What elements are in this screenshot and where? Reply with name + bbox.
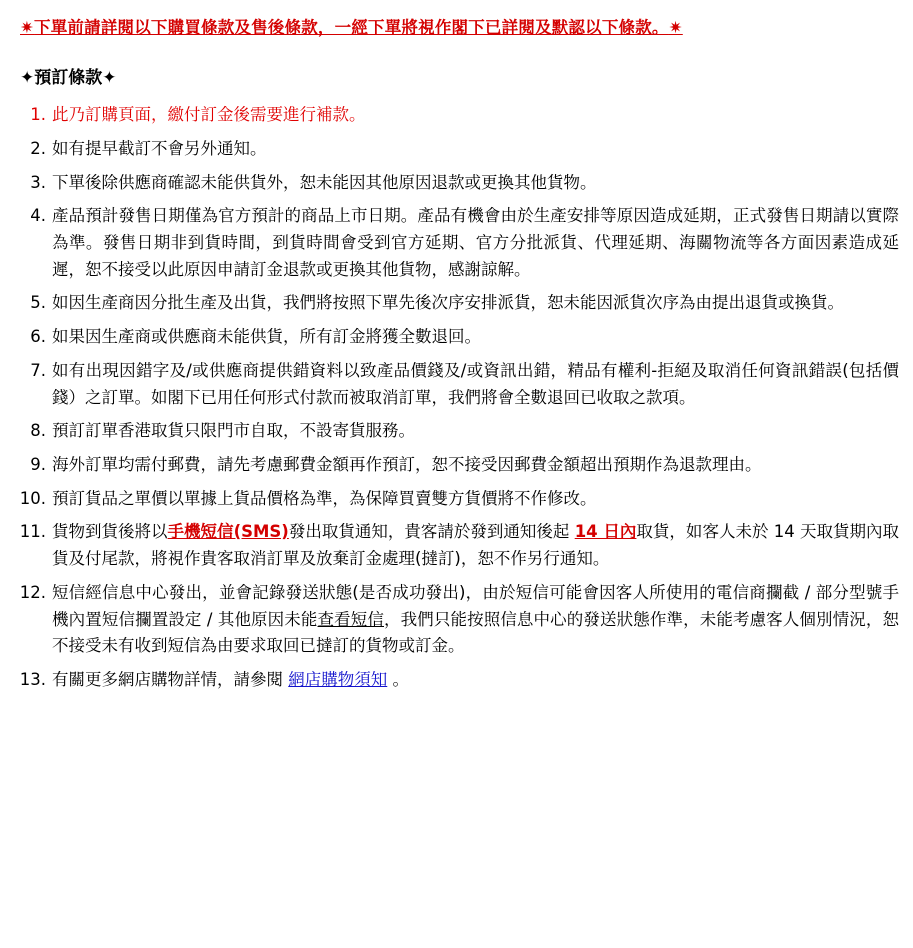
term-item — [14, 418, 899, 445]
shop-guide-link[interactable]: 網店購物須知 — [288, 670, 388, 690]
bottom-spacer — [14, 701, 899, 719]
term-text: 取貨，如客人未於 14 天取貨期內取貨及付尾款，將視作貴客取消訂單及放棄訂金處理(撻訂)，恕不作另行通知。 — [52, 522, 899, 569]
page-title: ✦預訂條款✦ — [20, 68, 117, 89]
term-text: 產品預計發售日期僅為官方預計的商品上市日期。產品有機會由於生產安排等原因造成延期，正式發售日期請以實際為準。發售日期非到貨時間，到貨時間會受到官方延期、官方分批派貨、代理延期、海關物流等各方面因素造成延遲，恕不接受以此原因申請訂金退款或更換其他貨物，感謝諒解。 — [52, 206, 899, 279]
term-text: 發出取貨通知，貴客請於發到通知後起 — [288, 522, 575, 542]
term-item — [14, 136, 899, 163]
banner-text: 下單前請詳閱以下購買條款及售後條款，一經下單將視作閣下已詳閱及默認以下條款。 — [34, 18, 669, 37]
term-text: 下單後除供應商確認未能供貨外，恕未能因其他原因退款或更換其他貨物。 — [52, 172, 597, 192]
star-left-icon: ✷ — [20, 18, 35, 37]
term-text: 短信經信息中心發出，並會記錄發送狀態(是否成功發出)，由於短信可能會因客人所使用的電信商攔截 / 部分型號手機內置短信攔置設定 / 其他原因未能 — [52, 582, 899, 629]
term-item — [14, 452, 899, 479]
highlight-text: 14 日內 — [574, 522, 637, 542]
term-item — [14, 203, 899, 283]
term-text: 如因生產商因分批生產及出貨，我們將按照下單先後次序安排派貨，恕未能因派貨次序為由提出退貨或換貨。 — [52, 293, 844, 313]
term-text: 貨物到貨後將以 — [52, 522, 168, 542]
term-item — [14, 290, 899, 317]
term-text: 預訂貨品之單價以單據上貨品價格為準，為保障買賣雙方貨價將不作修改。 — [52, 488, 597, 508]
term-item — [14, 667, 899, 694]
term-text: 預訂訂單香港取貨只限門市自取，不設寄貨服務。 — [52, 421, 415, 441]
top-banner — [20, 16, 899, 39]
underline-text: 查看短信 — [317, 609, 384, 629]
term-text: 如有提早截訂不會另外通知。 — [52, 138, 267, 158]
terms-list — [14, 102, 899, 694]
term-item — [14, 102, 899, 129]
term-text: 如有出現因錯字及/或供應商提供錯資料以致產品價錢及/或資訊出錯，精品有權利-拒絕及取消任何資訊錯誤(包括價錢）之訂單。如閣下已用任何形式付款而被取消訂單，我們將會全數退回已收取之款項。 — [52, 360, 899, 407]
highlight-text: 手機短信(SMS) — [167, 522, 289, 542]
term-item — [14, 324, 899, 351]
term-text: 海外訂單均需付郵費，請先考慮郵費金額再作預訂，恕不接受因郵費金額超出預期作為退款理由。 — [52, 455, 762, 474]
term-item — [14, 519, 899, 572]
term-text: 如果因生產商或供應商未能供貨，所有訂金將獲全數退回。 — [52, 327, 481, 347]
term-item — [14, 486, 899, 513]
term-text: 此乃訂購頁面，繳付訂金後需要進行補款。 — [52, 105, 366, 125]
term-item — [14, 170, 899, 197]
term-item — [14, 358, 899, 411]
term-text: 。 — [387, 670, 409, 690]
term-item — [14, 580, 899, 660]
term-text: 有關更多網店購物詳情，請參閱 — [52, 670, 289, 690]
star-right-icon: ✷ — [668, 18, 683, 37]
term-text: ，我們只能按照信息中心的發送狀態作準，未能考慮客人個別情況，恕不接受未有收到短信為由要求取回已撻訂的貨物或訂金。 — [52, 609, 899, 656]
